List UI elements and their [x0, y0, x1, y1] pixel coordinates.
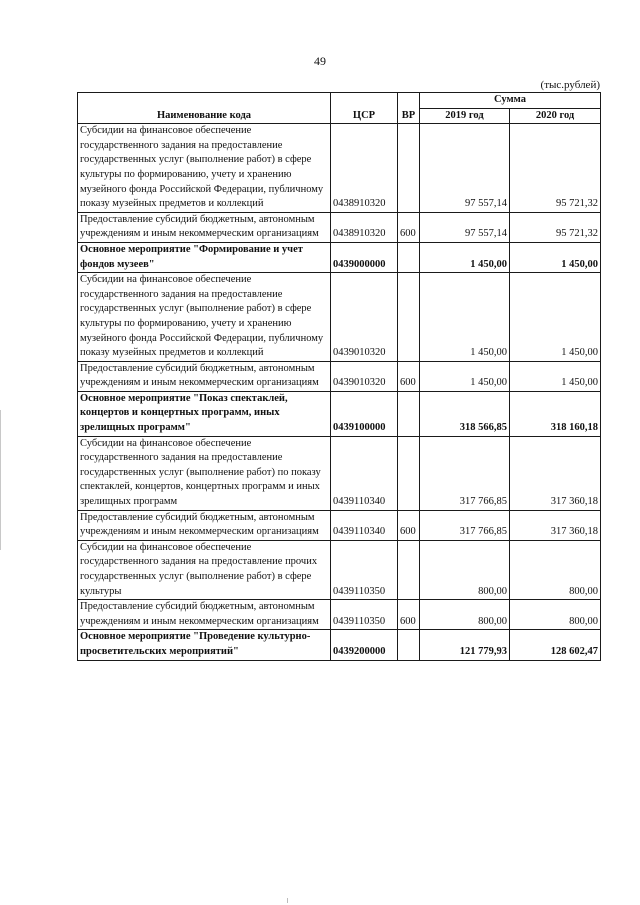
header-sum: Сумма: [420, 93, 601, 109]
row-sum-2019: 1 450,00: [420, 273, 510, 362]
row-vr: [398, 540, 420, 599]
row-vr: [398, 273, 420, 362]
table-body: [78, 124, 601, 660]
row-name: Субсидии на финансовое обеспечение государственного задания на предоставление прочих государственных услуг (выполнение работ) в сфере культуры: [78, 540, 331, 599]
scan-mark: [287, 898, 288, 903]
row-sum-2020: 95 721,32: [510, 124, 601, 213]
row-name: Предоставление субсидий бюджетным, автономным учреждениям и иным некоммерческим организациям: [78, 361, 331, 391]
units-label: (тыс.рублей): [540, 79, 600, 91]
row-vr: [398, 242, 420, 272]
row-vr: 600: [398, 510, 420, 540]
table-row: [78, 436, 601, 510]
row-csr: 0439010320: [331, 361, 398, 391]
row-sum-2020: 1 450,00: [510, 242, 601, 272]
row-sum-2020: 317 360,18: [510, 510, 601, 540]
row-csr: 0439110340: [331, 436, 398, 510]
row-csr: 0438910320: [331, 124, 398, 213]
table-row: [78, 124, 601, 213]
row-name: Основное мероприятие "Формирование и учет фондов музеев": [78, 242, 331, 272]
row-sum-2019: 317 766,85: [420, 510, 510, 540]
table-row: [78, 273, 601, 362]
header-name: Наименование кода: [78, 93, 331, 124]
row-csr: 0439000000: [331, 242, 398, 272]
row-sum-2020: 1 450,00: [510, 361, 601, 391]
row-csr: 0439110350: [331, 540, 398, 599]
row-name: Субсидии на финансовое обеспечение государственного задания на предоставление государственных услуг (выполнение работ) в сфере культуры по формированию, учету и хранению музейного фонда Российской Федерации, публичному показу музейных предметов и коллекций: [78, 124, 331, 213]
row-csr: 0439100000: [331, 391, 398, 436]
row-sum-2019: 1 450,00: [420, 361, 510, 391]
row-sum-2019: 800,00: [420, 600, 510, 630]
row-csr: 0439200000: [331, 630, 398, 660]
row-vr: 600: [398, 600, 420, 630]
row-sum-2020: 800,00: [510, 600, 601, 630]
row-name: Основное мероприятие "Показ спектаклей, концертов и концертных программ, иных зрелищных программ": [78, 391, 331, 436]
row-vr: [398, 391, 420, 436]
row-sum-2020: 800,00: [510, 540, 601, 599]
table-row: [78, 212, 601, 242]
header-2020: 2020 год: [510, 108, 601, 124]
row-sum-2019: 800,00: [420, 540, 510, 599]
row-sum-2019: 97 557,14: [420, 124, 510, 213]
row-csr: 0438910320: [331, 212, 398, 242]
table-row: [78, 630, 601, 660]
row-vr: [398, 436, 420, 510]
row-sum-2020: 95 721,32: [510, 212, 601, 242]
row-csr: 0439110340: [331, 510, 398, 540]
row-vr: 600: [398, 212, 420, 242]
row-csr: 0439010320: [331, 273, 398, 362]
row-name: Предоставление субсидий бюджетным, автономным учреждениям и иным некоммерческим организациям: [78, 212, 331, 242]
row-sum-2019: 318 566,85: [420, 391, 510, 436]
row-sum-2019: 317 766,85: [420, 436, 510, 510]
table-row: [78, 391, 601, 436]
row-sum-2019: 1 450,00: [420, 242, 510, 272]
table-row: [78, 540, 601, 599]
budget-table: [77, 92, 601, 661]
row-vr: [398, 630, 420, 660]
row-name: Основное мероприятие "Проведение культурно-просветительских мероприятий": [78, 630, 331, 660]
row-sum-2019: 121 779,93: [420, 630, 510, 660]
row-sum-2020: 128 602,47: [510, 630, 601, 660]
table-row: [78, 600, 601, 630]
header-vr: ВР: [398, 93, 420, 124]
row-sum-2020: 1 450,00: [510, 273, 601, 362]
table-row: [78, 510, 601, 540]
header-2019: 2019 год: [420, 108, 510, 124]
row-csr: 0439110350: [331, 600, 398, 630]
row-name: Субсидии на финансовое обеспечение государственного задания на предоставление государственных услуг (выполнение работ) в сфере культуры по формированию, учету и хранению музейного фонда Российской Федерации, публичному показу музейных предметов и коллекций: [78, 273, 331, 362]
page-number: 49: [314, 54, 326, 68]
row-sum-2019: 97 557,14: [420, 212, 510, 242]
row-vr: 600: [398, 361, 420, 391]
row-name: Предоставление субсидий бюджетным, автономным учреждениям и иным некоммерческим организациям: [78, 510, 331, 540]
table-row: [78, 361, 601, 391]
row-name: Предоставление субсидий бюджетным, автономным учреждениям и иным некоммерческим организациям: [78, 600, 331, 630]
row-sum-2020: 317 360,18: [510, 436, 601, 510]
table-row: [78, 242, 601, 272]
scan-edge-line: [0, 410, 1, 550]
row-name: Субсидии на финансовое обеспечение государственного задания на предоставление государственных услуг (выполнение работ) по показу спектаклей, концертов, концертных программ и иных зрелищных программ: [78, 436, 331, 510]
header-csr: ЦСР: [331, 93, 398, 124]
row-vr: [398, 124, 420, 213]
row-sum-2020: 318 160,18: [510, 391, 601, 436]
